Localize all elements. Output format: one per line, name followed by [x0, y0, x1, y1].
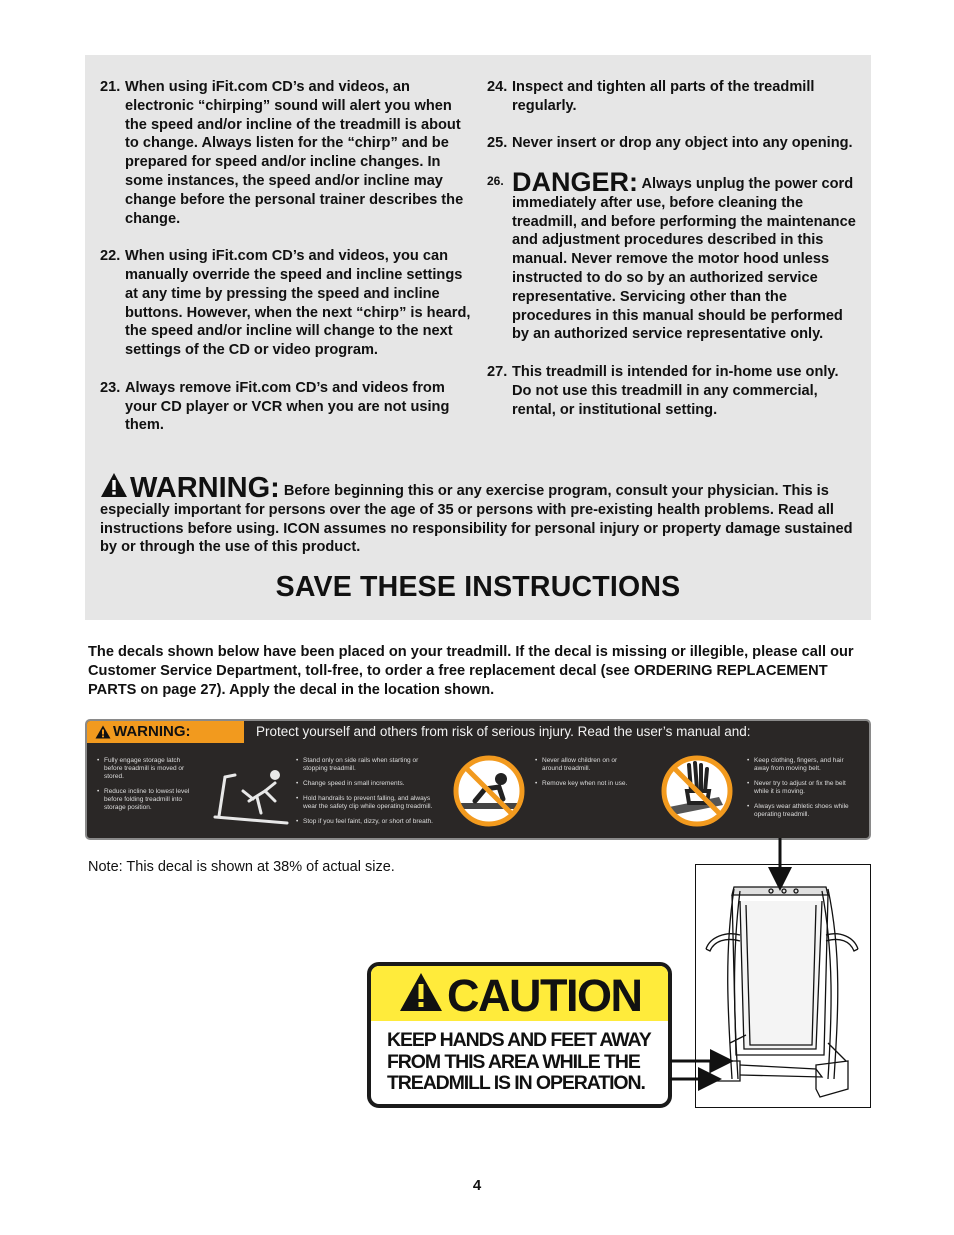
decal-bullet: • Always wear athletic shoes while operating treadmill. [747, 803, 855, 819]
danger-label: DANGER: [512, 166, 638, 197]
decals-intro-text: The decals shown below have been placed on your treadmill. If the decal is missing or illegible, please call our Customer Service Department, toll-free, to order a free replacement decal (see ORDERING REPLACEMENT PARTS on page 27). Apply the decal in the location shown. [88, 644, 854, 698]
warning-text: Before beginning this or any exercise program, consult your physician. This is especially important for persons over the age of 35 or persons with pre-existing health problems. Read all instructions before using. ICON assumes no responsibility for personal injury or property damage sustained by or through the use of this product. [100, 483, 853, 556]
decal-bullet: • Keep clothing, fingers, and hair away from moving belt. [747, 757, 855, 773]
item-number: 21. [100, 79, 121, 95]
item-number: 25. [487, 135, 508, 152]
decal-bullet: • Never try to adjust or fix the belt while it is moving. [747, 780, 855, 796]
warning-label: WARNING: [130, 472, 280, 504]
item-text: When using iFit.com CD’s and videos, you can manually override the speed and incline settings at any time by pressing the speed and incline buttons. However, when the next “chirp” is heard, the speed and/or incline will change to the next settings of the CD or video program. [125, 248, 471, 359]
decal-bullet: • Stand only on side rails when starting or stopping treadmill. [296, 757, 436, 773]
item-number: 26. [487, 173, 504, 188]
decal-header-label: WARNING: [113, 723, 191, 740]
item-text: When using iFit.com CD’s and videos, an electronic “chirping” sound will alert you when the speed and/or incline of the treadmill is about to change. Always listen for the “chirp” and be prepared for speed and/or incline changes. In some instances, the speed and/or incline may change before the personal trainer describes the change. [125, 79, 464, 227]
decal-bullet: • Stop if you feel faint, dizzy, or short of breath. [296, 818, 436, 826]
decal-bullet: • Reduce incline to lowest level before folding treadmill into storage position. [97, 788, 197, 812]
item-text: Always remove iFit.com CD’s and videos from your CD player or VCR when you are not using them. [125, 379, 450, 434]
decal-bullet: • Never allow children on or around treadmill. [535, 757, 635, 773]
decal-bullet: • Fully engage storage latch before treadmill is moved or stored. [97, 757, 197, 781]
item-text: This treadmill is intended for in-home use only. Do not use this treadmill in any commercial, rental, or institutional setting. [512, 363, 839, 418]
item-number: 23. [100, 379, 121, 396]
caution-label: CAUTION [447, 970, 642, 1021]
decal-bullet: • Change speed in small increments. [296, 780, 436, 788]
page-number: 4 [472, 1177, 482, 1194]
decal-bullet: • Hold handrails to prevent falling, and always wear the safety clip while operating treadmill. [296, 795, 436, 811]
danger-text: Always unplug the power cord immediately after use, before cleaning the treadmill, and before performing the maintenance and adjustment procedures described in this manual. Never remove the motor hood unless instructed to do so by an authorized service representative. Servicing other than the procedures in this manual should be performed by an authorized service representative only. [512, 175, 856, 343]
save-instructions-title: SAVE THESE INSTRUCTIONS [275, 571, 681, 603]
item-number: 24. [487, 79, 508, 95]
decal-size-note: Note: This decal is shown at 38% of actual size. [88, 859, 395, 875]
item-number: 27. [487, 363, 508, 380]
item-text: Inspect and tighten all parts of the treadmill regularly. [512, 79, 815, 114]
caution-text: KEEP HANDS AND FEET AWAY FROM THIS AREA WHILE THE TREADMILL IS IN OPERATION. [387, 1029, 651, 1094]
decal-intro: Protect yourself and others from risk of serious injury. Read the user’s manual and: [256, 724, 751, 739]
decal-bullet: • Remove key when not in use. [535, 780, 635, 788]
item-number: 22. [100, 248, 121, 265]
item-text: Never insert or drop any object into any opening. [512, 135, 853, 152]
